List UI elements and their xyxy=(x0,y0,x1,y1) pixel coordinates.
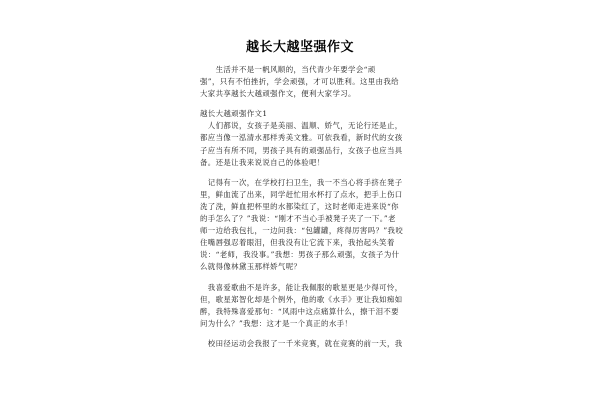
text-line: 但，歌星郑智化却是个例外，他的歌《水手》更让我如痴如 xyxy=(200,294,403,304)
text-line: 人们都说，女孩子是美丽、温顺、娇气，无论行还是止， xyxy=(200,121,403,131)
document-body xyxy=(200,64,405,350)
paragraph xyxy=(200,338,405,350)
text-line: 里，鲜血流了出来，同学赶忙用水杯打了点水，把手上伤口 xyxy=(200,189,403,199)
text-line: 我喜爱歌曲不是许多，能让我佩服的歌星更是少得可怜， xyxy=(200,282,403,292)
text-line: 洗了洗，鲜血把杯里的水都染红了，这时老师走进来说“你 xyxy=(200,201,399,211)
paragraph xyxy=(200,177,405,274)
text-line: 备。还是让我来说说自己的体验吧！ xyxy=(200,157,325,167)
text-line: 师一边给我包扎，一边问我：“包罐罐，疼得厉害吗？”我咬 xyxy=(200,226,404,236)
text-line: 住嘴唇强忍着眼泪，但我没有让它流下来，我抬起头笑着 xyxy=(200,238,395,248)
text-line: 么就得像林黛玉那样娇气呢？ xyxy=(200,262,302,272)
text-line: 说：“老师，我没事。”我想：男孩子那么顽强，女孩子为什 xyxy=(200,250,400,260)
text-line: 问为什么？”我想：这才是一个真正的水手！ xyxy=(200,318,353,328)
text-line: 记得有一次，在学校打扫卫生，我一不当心将手挤在凳子 xyxy=(200,177,403,187)
document-title: 越长大越坚强作文 xyxy=(245,40,354,55)
paragraph xyxy=(200,282,405,330)
intro-paragraph xyxy=(200,64,405,100)
text-line: 醉，我特殊喜爱那句：“风雨中这点痛算什么，擦干泪不要 xyxy=(200,306,399,316)
section-subheading: 越长大越顽强作文1 xyxy=(200,109,268,119)
text-line: 的手怎么了？”我说：“刚才不当心手被凳子夹了一下。”老 xyxy=(200,214,396,224)
text-line: 大家共享越长大越顽强作文，便利大家学习。 xyxy=(200,89,356,99)
text-line: 校田径运动会我报了一千米竞赛，就在竞赛的前一天，我 xyxy=(200,338,403,348)
text-line: 子应当有所不同，男孩子具有的顽强品行，女孩子也应当具 xyxy=(200,145,403,155)
paragraph xyxy=(200,120,405,168)
text-line: 生活并不是一帆风顺的，当代青少年要学会“顽 xyxy=(200,65,376,74)
text-line: 强”，只有不怕挫折，学会顽强，才可以胜利。这里由我给 xyxy=(200,77,399,87)
text-line: 都应当像一泓清水那样秀美文雅。可依我看，新时代的女孩 xyxy=(200,133,403,143)
